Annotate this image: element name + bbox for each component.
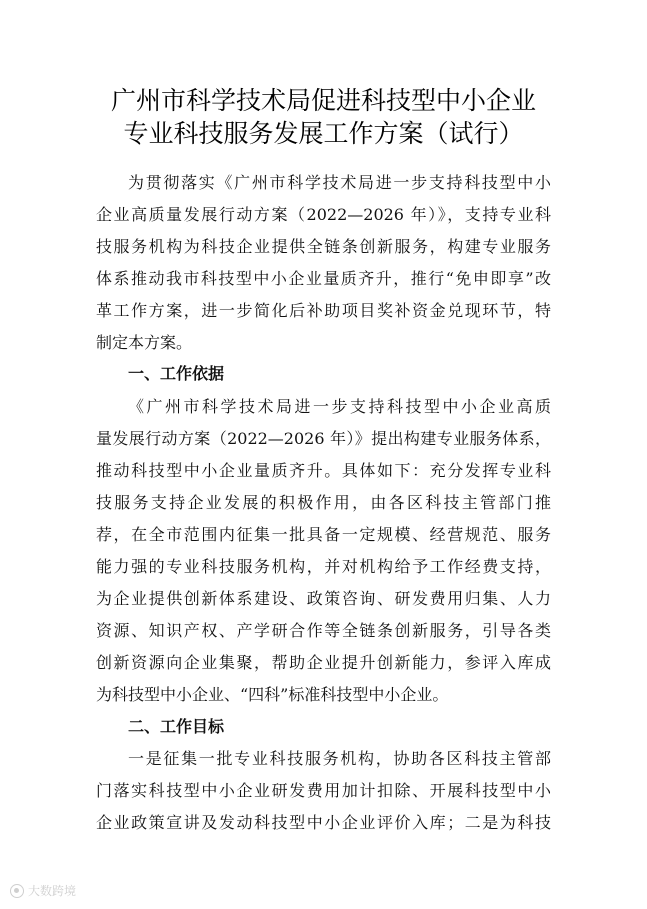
section1-line: 量发展行动方案（2022—2026 年）》提出构建专业服务体系，: [96, 429, 551, 448]
section2-line: 企业政策宣讲及发动科技型中小企业评价入库；二是为科技: [96, 813, 551, 832]
document-title-line1: 广州市科学技术局促进科技型中小企业: [110, 86, 536, 115]
section1-line: 《广州市科学技术局进一步支持科技型中小企业高质: [128, 397, 551, 416]
intro-line: 为贯彻落实《广州市科学技术局进一步支持科技型中小: [128, 173, 551, 192]
intro-line: 企业高质量发展行动方案（2022—2026 年）》，支持专业科: [96, 205, 551, 224]
section1-line: 资源、知识产权、产学研合作等全链条创新服务，引导各类: [96, 621, 551, 640]
section2-line: 门落实科技型中小企业研发费用加计扣除、开展科技型中小: [96, 781, 551, 800]
document-title-line2: 专业科技服务发展工作方案（试行）: [123, 119, 524, 148]
watermark: [10, 882, 76, 899]
section1-line: 能力强的专业科技服务机构，并对机构给予工作经费支持，: [96, 557, 551, 576]
section1-heading: 一、工作依据: [128, 364, 225, 383]
section1-line: 技服务支持企业发展的积极作用，由各区科技主管部门推: [96, 493, 551, 512]
intro-line: 革工作方案，进一步简化后补助项目奖补资金兑现环节，特: [96, 301, 551, 320]
section1-line: 为企业提供创新体系建设、政策咨询、研发费用归集、人力: [96, 589, 551, 608]
section2-heading: 二、工作目标: [128, 717, 225, 736]
section1-line: 创新资源向企业集聚，帮助企业提升创新能力，参评入库成: [96, 653, 551, 672]
watermark-text: 大数跨境: [28, 884, 77, 898]
intro-line: 技服务机构为科技企业提供全链条创新服务，构建专业服务: [96, 237, 551, 256]
section1-line: 为科技型中小企业、“四科”标准科技型中小企业。: [96, 685, 449, 704]
brand-logo-icon: [10, 884, 24, 898]
intro-line: 体系推动我市科技型中小企业量质齐升，推行“免申即享”改: [96, 269, 551, 288]
section2-line: 一是征集一批专业科技服务机构，协助各区科技主管部: [128, 749, 551, 768]
intro-line: 制定本方案。: [96, 333, 193, 352]
section1-line: 荐，在全市范围内征集一批具备一定规模、经营规范、服务: [96, 525, 551, 544]
section1-line: 推动科技型中小企业量质齐升。具体如下：充分发挥专业科: [96, 461, 551, 480]
